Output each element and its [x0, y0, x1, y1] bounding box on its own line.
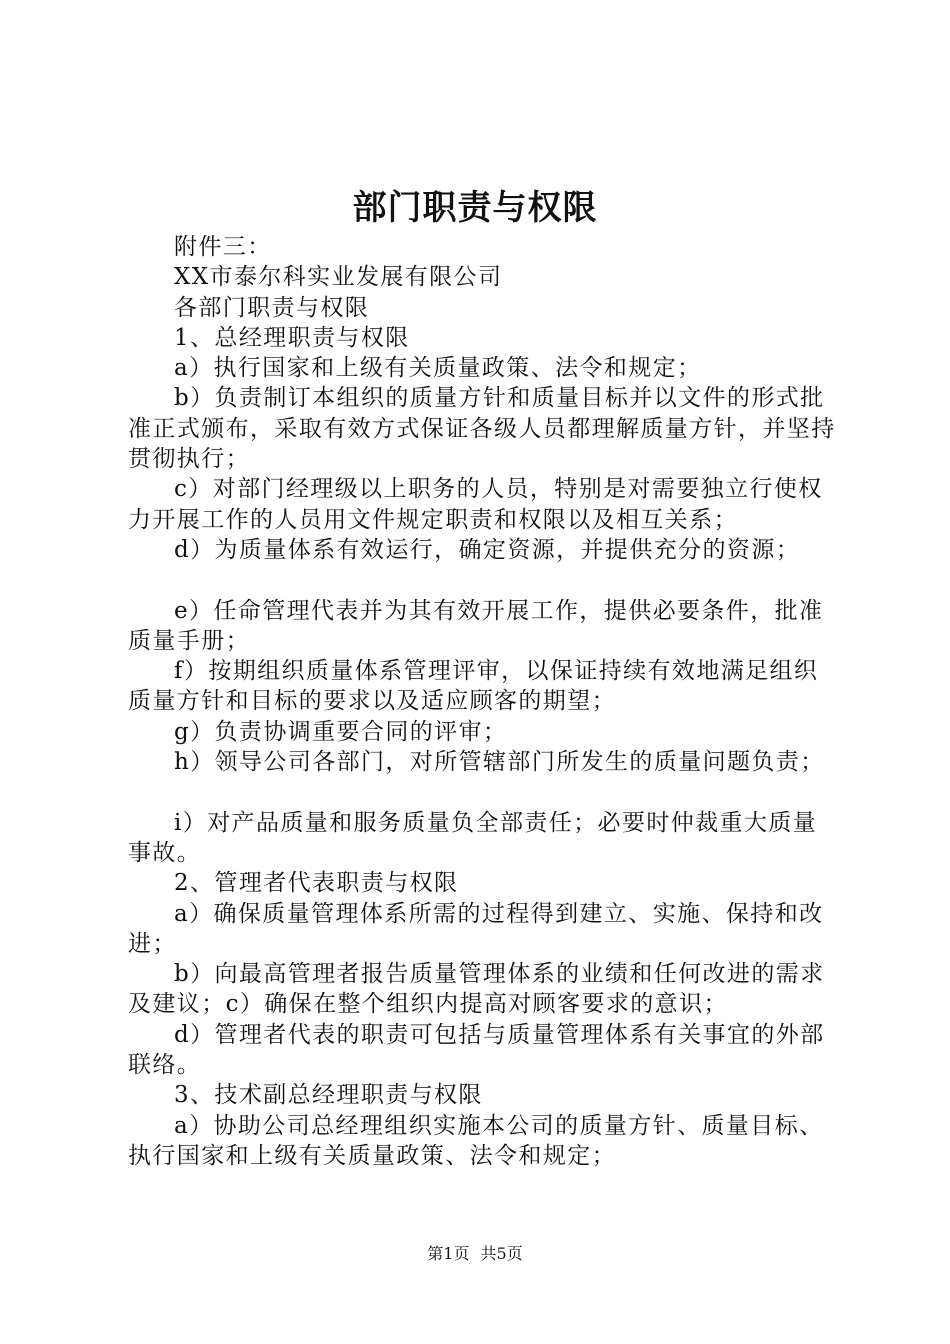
page-total: 共5页: [480, 1244, 523, 1263]
paragraph: 附件三：: [174, 234, 272, 260]
page-footer: [0, 1243, 950, 1265]
document-title: 部门职责与权限: [352, 188, 598, 228]
blank-line: [128, 565, 838, 595]
paragraph: f）按期组织质量体系管理评审，以保证持续有效地满足组织质量方针和目标的要求以及适应顾客的期望；: [128, 658, 819, 715]
paragraph: a）确保质量管理体系所需的过程得到建立、实施、保持和改进；: [128, 900, 824, 957]
paragraph: 各部门职责与权限: [174, 294, 370, 321]
paragraph: 1、总经理职责与权限: [174, 324, 410, 351]
paragraph: d）管理者代表的职责可包括与质量管理体系有关事宜的外部联络。: [128, 1021, 825, 1079]
paragraph: XX市泰尔科实业发展有限公司: [174, 264, 503, 291]
blank-line: [128, 777, 838, 807]
paragraph: i）对产品质量和服务质量负全部责任；必要时仲裁重大质量事故。: [128, 809, 818, 866]
paragraph: 2、管理者代表职责与权限: [174, 870, 459, 897]
document-body: [128, 232, 838, 1171]
paragraph: 3、技术副总经理职责与权限: [174, 1082, 483, 1109]
paragraph: g）负责协调重要合同的评审；: [174, 718, 508, 745]
paragraph: a）协助公司总经理组织实施本公司的质量方针、质量目标、执行国家和上级有关质量政策、法令和规定；: [128, 1112, 824, 1169]
paragraph: b）负责制订本组织的质量方针和质量目标并以文件的形式批准正式颁布，采取有效方式保证各级人员都理解质量方针，并坚持贯彻执行；: [128, 385, 836, 473]
paragraph: d）为质量体系有效运行，确定资源，并提供充分的资源；: [174, 536, 801, 563]
paragraph: e）任命管理代表并为其有效开展工作，提供必要条件，批准质量手册；: [128, 597, 824, 654]
paragraph: b）向最高管理者报告质量管理体系的业绩和任何改进的需求及建议；c）确保在整个组织内提高对顾客要求的意识；: [128, 961, 825, 1018]
paragraph: a）执行国家和上级有关质量政策、法令和规定；: [174, 355, 702, 382]
paragraph: h）领导公司各部门，对所管辖部门所发生的质量问题负责；: [174, 749, 825, 776]
page-number: 第1页: [427, 1244, 470, 1263]
paragraph: c）对部门经理级以上职务的人员，特别是对需要独立行使权力开展工作的人员用文件规定职责和权限以及相互关系；: [128, 476, 823, 533]
